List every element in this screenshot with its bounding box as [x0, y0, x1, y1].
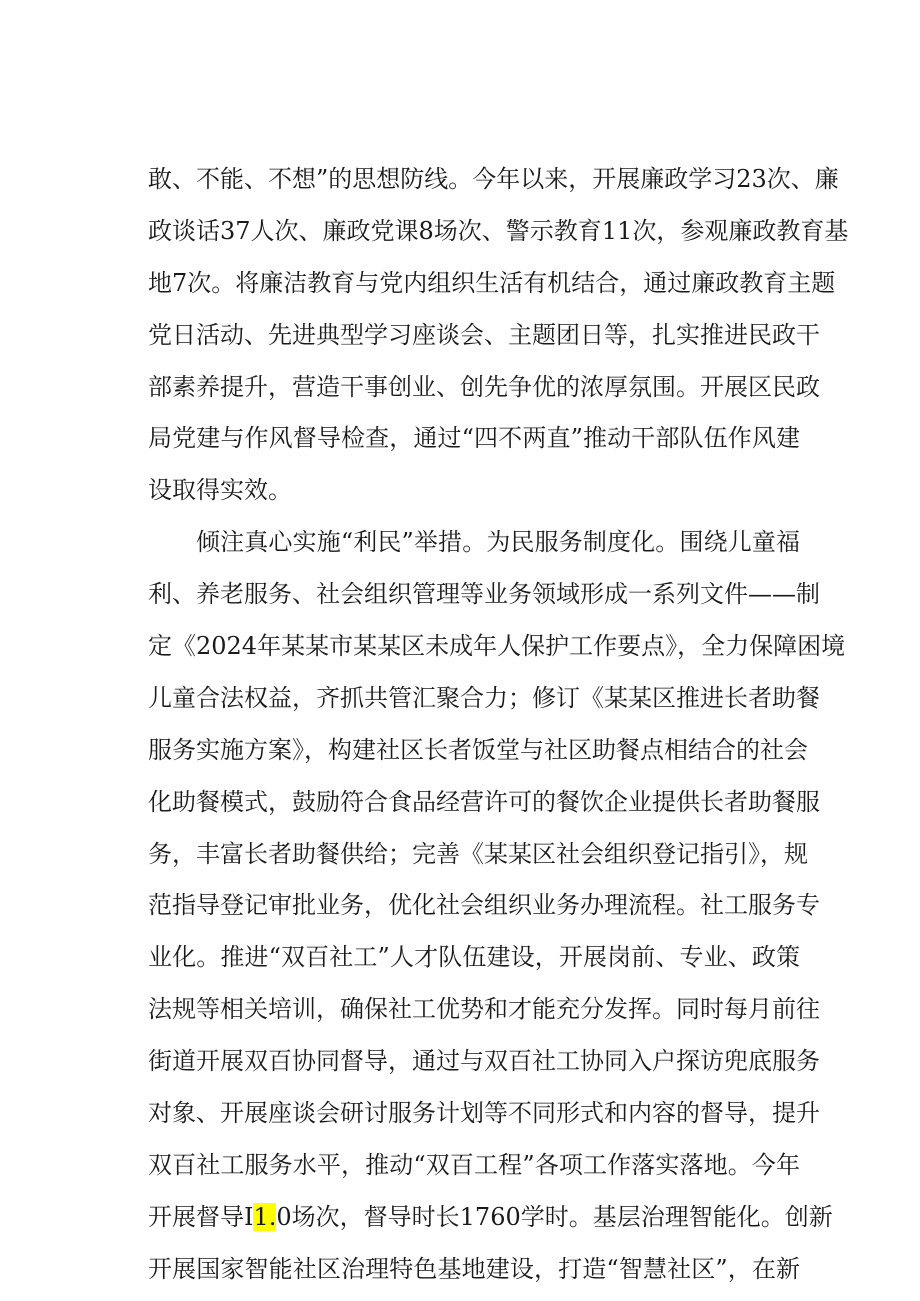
text-line: 法规等相关培训，确保社工优势和才能充分发挥。同时每月前往 — [148, 995, 820, 1024]
text-line: 双百社工服务水平，推动“双百工程”各项工作落实落地。今年 — [148, 1150, 800, 1179]
text-line: 政谈话37人次、廉政党课8场次、警示教育11次，参观廉政教育基 — [148, 216, 849, 245]
text-line: 业化。推进“双百社工”人才队伍建设，开展岗前、专业、政策 — [148, 943, 800, 972]
text-line: 地7次。将廉洁教育与党内组织生活有机结合，通过廉政教育主题 — [148, 268, 836, 297]
text-line: 范指导登记审批业务，优化社会组织业务办理流程。社工服务专 — [148, 891, 820, 920]
paragraph-start-line: 倾注真心实施“利民”举措。为民服务制度化。围绕儿童福 — [196, 528, 800, 557]
line-segment: 开展督导I — [148, 1202, 254, 1231]
text-line: 利、养老服务、社会组织管理等业务领域形成一系列文件——制 — [148, 580, 820, 609]
text-line: 对象、开展座谈会研讨服务计划等不同形式和内容的督导，提升 — [148, 1099, 820, 1128]
body-text — [148, 154, 849, 1296]
text-line: 设取得实效。 — [148, 476, 292, 505]
text-line: 务，丰富长者助餐供给；完善《某某区社会组织登记指引》，规 — [148, 839, 808, 868]
text-line: 儿童合法权益，齐抓共管汇聚合力；修订《某某区推进长者助餐 — [148, 683, 820, 712]
text-line: 局党建与作风督导检查，通过“四不两直”推动干部队伍作风建 — [148, 424, 800, 453]
text-line: 街道开展双百协同督导，通过与双百社工协同入户探访兜底服务 — [148, 1047, 820, 1076]
text-line: 服务实施方案》，构建社区长者饭堂与社区助餐点相结合的社会 — [148, 735, 808, 764]
text-line: 敢、不能、不想”的思想防线。今年以来，开展廉政学习23次、廉 — [148, 165, 839, 193]
highlighted-text: 1. — [253, 1202, 277, 1231]
text-line: 部素养提升，营造干事创业、创先争优的浓厚氛围。开展区民政 — [148, 372, 820, 401]
highlighted-text-line — [148, 1192, 833, 1244]
text-line: 党日活动、先进典型学习座谈会、主题团日等，扎实推进民政干 — [148, 320, 820, 349]
text-line: 开展国家智能社区治理特色基地建设，打造“智慧社区”，在新 — [148, 1254, 800, 1283]
text-line: 化助餐模式，鼓励符合食品经营许可的餐饮企业提供长者助餐服 — [148, 787, 820, 816]
line-segment: 0场次，督导时长1760学时。基层治理智能化。创新 — [276, 1202, 833, 1231]
text-line: 定《2024年某某市某某区未成年人保护工作要点》，全力保障困境 — [148, 632, 846, 661]
